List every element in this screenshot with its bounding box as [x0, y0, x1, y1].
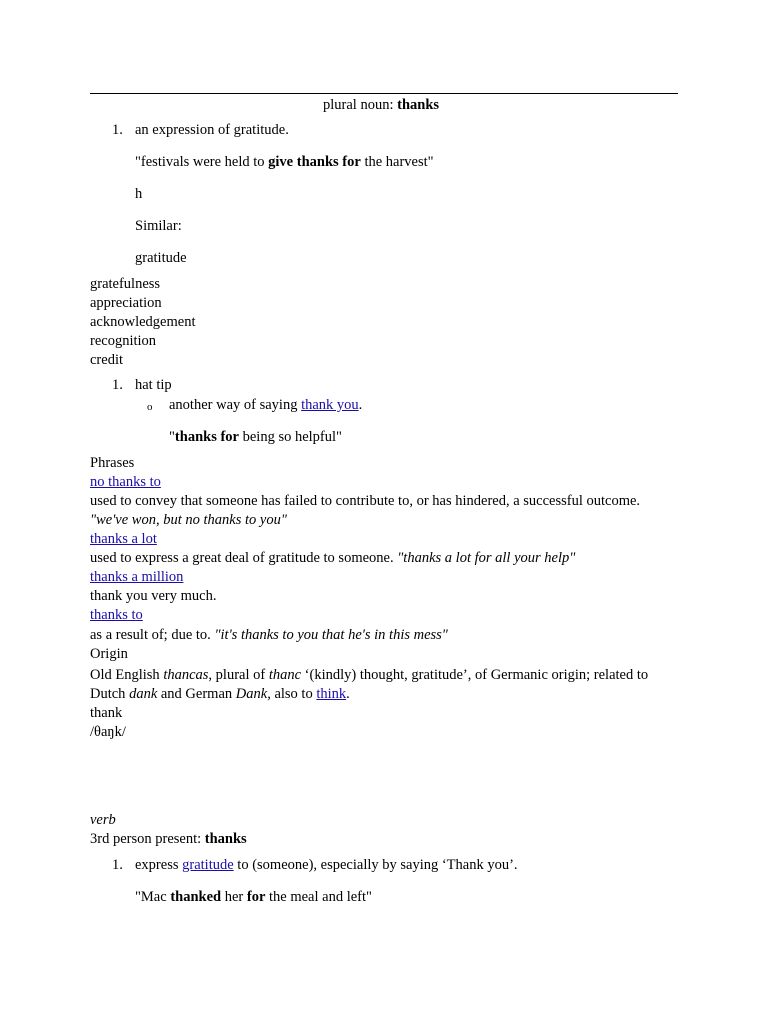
- sense-number: 1.: [112, 122, 123, 138]
- phrase-link[interactable]: thanks to: [90, 607, 143, 623]
- example-before: "festivals were held to: [135, 154, 269, 170]
- phrase-definition-line: [90, 549, 575, 567]
- pos-text: verb: [90, 812, 116, 828]
- origin-word: Dank: [235, 686, 268, 702]
- verb-sense-definition: [135, 856, 518, 874]
- origin-text: , also to: [267, 686, 317, 702]
- synonym-item: acknowledgement: [90, 314, 196, 330]
- phrase-definition-line: [90, 626, 448, 644]
- phrase-definition: as a result of; due to.: [90, 627, 215, 643]
- hat-tip-text-after: .: [358, 397, 363, 413]
- noun-header: [323, 96, 439, 114]
- origin-text: , plural of: [208, 667, 269, 683]
- verb-headword: thank: [90, 705, 123, 721]
- verb-sense-before: express: [135, 857, 183, 873]
- origin-text: ‘(kindly) thought, gratitude’, of Germanic origin; related to: [301, 667, 649, 683]
- origin-text: Old English: [90, 667, 164, 683]
- phrase-example-text: "thanks a lot for all your help": [397, 550, 576, 566]
- verb-example: [135, 888, 372, 906]
- hat-tip-label: hat tip: [135, 377, 172, 393]
- bullet-icon: o: [147, 401, 153, 413]
- phrase-link-thanks-to[interactable]: [90, 606, 143, 624]
- example-after: the harvest": [360, 154, 434, 170]
- phrase-example-text: "it's thanks to you that he's in this mess": [214, 627, 448, 643]
- hat-tip-example-after: being so helpful": [238, 429, 342, 445]
- hat-tip-text-before: another way of saying: [169, 397, 302, 413]
- phrase-definition: used to convey that someone has failed to contribute to, or has hindered, a successful outcome.: [90, 493, 641, 509]
- inflection-word: thanks: [204, 831, 247, 847]
- noun-header-prefix: plural noun:: [323, 97, 398, 113]
- top-rule: [90, 93, 678, 94]
- synonym-item: appreciation: [90, 295, 162, 311]
- origin-word: thancas: [163, 667, 209, 683]
- noun-header-word: thanks: [397, 97, 440, 113]
- verb-sense-after: to (someone), especially by saying ‘Thank you’.: [233, 857, 518, 873]
- origin-text: .: [346, 686, 350, 702]
- origin-text: and German: [157, 686, 236, 702]
- phrase-example-text: "we've won, but no thanks to you": [90, 512, 287, 528]
- origin-word: dank: [129, 686, 158, 702]
- inflection-prefix: 3rd person present:: [90, 831, 205, 847]
- phrase-example: [90, 511, 287, 529]
- origin-line-1: [90, 666, 648, 684]
- synonym-item: recognition: [90, 333, 157, 349]
- sense-number: 1.: [112, 377, 123, 393]
- phrase-link[interactable]: thanks a lot: [90, 531, 157, 547]
- origin-line-2: [90, 685, 350, 703]
- verb-example-text: her: [221, 889, 247, 905]
- gratitude-link[interactable]: gratitude: [182, 857, 234, 873]
- phrase-link-no-thanks-to[interactable]: [90, 473, 161, 491]
- origin-word: thanc: [268, 667, 302, 683]
- phrase-definition: used to express a great deal of gratitude to someone.: [90, 550, 398, 566]
- sense-definition: an expression of gratitude.: [135, 122, 289, 138]
- hat-tip-definition: [169, 396, 362, 414]
- verb-inflection: [90, 830, 247, 848]
- hat-tip-example: [169, 428, 342, 446]
- thank-you-link[interactable]: thank you: [301, 397, 359, 413]
- think-link[interactable]: think: [316, 686, 347, 702]
- origin-heading: Origin: [90, 646, 128, 662]
- synonym-item: credit: [90, 352, 124, 368]
- verb-example-text: the meal and left": [265, 889, 372, 905]
- stray-text: h: [135, 186, 143, 202]
- sense-number: 1.: [112, 857, 123, 873]
- phrases-heading: Phrases: [90, 455, 135, 471]
- origin-text: Dutch: [90, 686, 130, 702]
- synonym-item: gratitude: [135, 250, 187, 266]
- pronunciation: /θaŋk/: [90, 724, 126, 740]
- example-bold: give thanks for: [268, 154, 361, 170]
- similar-label: Similar:: [135, 218, 182, 234]
- part-of-speech: [90, 811, 116, 829]
- verb-example-bold: for: [246, 889, 266, 905]
- hat-tip-example-bold: thanks for: [174, 429, 239, 445]
- verb-example-bold: thanked: [170, 889, 222, 905]
- phrase-link[interactable]: no thanks to: [90, 474, 161, 490]
- phrase-link-thanks-a-million[interactable]: [90, 568, 183, 586]
- verb-example-text: "Mac: [135, 889, 171, 905]
- phrase-link[interactable]: thanks a million: [90, 569, 184, 585]
- hat-tip-example-open: ": [169, 429, 175, 445]
- synonym-item: gratefulness: [90, 276, 161, 292]
- sense-example: [135, 153, 434, 171]
- phrase-link-thanks-a-lot[interactable]: [90, 530, 157, 548]
- phrase-definition: thank you very much.: [90, 588, 217, 604]
